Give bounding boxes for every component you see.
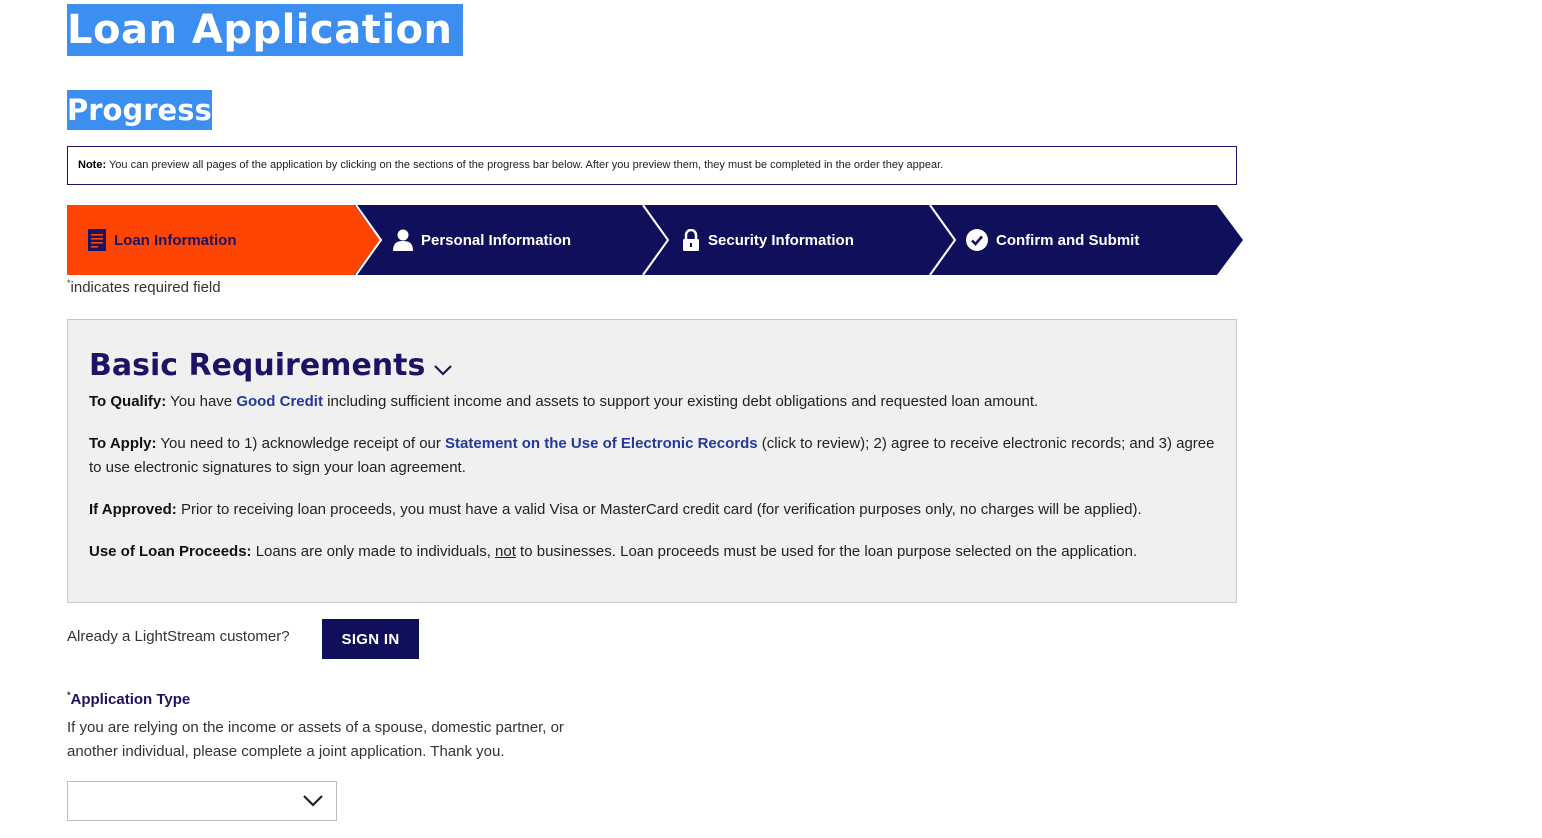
- chevron-down-icon: [433, 350, 453, 385]
- requirement-text: Prior to receiving loan proceeds, you must have a valid Visa or MasterCard credit card (for verification purposes only, no charges will be applied).: [176, 501, 1142, 518]
- required-note-text: indicates required field: [70, 279, 221, 296]
- required-field-note: [67, 278, 221, 296]
- requirement-label: To Qualify:: [89, 393, 167, 410]
- step-label: Personal Information: [421, 231, 572, 249]
- check-circle-icon: [966, 229, 988, 251]
- basic-requirements-toggle[interactable]: [89, 346, 453, 385]
- sign-in-button[interactable]: SIGN IN: [322, 619, 419, 659]
- step-confirm-and-submit[interactable]: [966, 205, 1139, 275]
- application-type-label: [67, 690, 190, 708]
- step-loan-information[interactable]: [88, 205, 237, 275]
- good-credit-link[interactable]: Good Credit: [236, 393, 323, 410]
- step-label: Confirm and Submit: [996, 231, 1140, 249]
- application-type-help: If you are relying on the income or assets of a spouse, domestic partner, or another individual, please complete a joint application. Thank you.: [67, 719, 564, 760]
- required-marker: *: [67, 278, 71, 288]
- person-icon: [393, 229, 413, 251]
- requirement-proceeds: [89, 540, 1219, 564]
- progress-bar: [67, 205, 1243, 275]
- basic-requirements-title: Basic Requirements: [89, 348, 426, 383]
- application-type-label-text: Application Type: [70, 691, 191, 708]
- lock-icon: [682, 229, 700, 251]
- note-text: You can preview all pages of the application by clicking on the sections of the progress bar below. After you preview them, they must be completed in the order they appear.: [106, 159, 944, 171]
- requirement-text: (click to review); 2) agree to receive electronic records; and 3) agree to use electronic signatures to sign your loan agreement.: [89, 435, 1215, 476]
- requirement-approved: [89, 498, 1219, 522]
- document-icon: [88, 229, 106, 251]
- page-title: Loan Application: [67, 4, 463, 56]
- requirement-text: including sufficient income and assets to support your existing debt obligations and requested loan amount.: [322, 393, 1039, 410]
- required-marker: *: [67, 690, 71, 700]
- requirement-text: Loans are only made to individuals,: [251, 543, 496, 560]
- application-type-select[interactable]: [67, 781, 337, 821]
- existing-customer-prompt: Already a LightStream customer?: [67, 628, 290, 645]
- underlined-not: not: [495, 543, 516, 560]
- electronic-records-link[interactable]: Statement on the Use of Electronic Records: [445, 435, 758, 452]
- note-label: Note:: [78, 159, 107, 171]
- chevron-down-icon: [302, 794, 324, 813]
- step-label: Loan Information: [114, 231, 237, 249]
- requirement-text: to businesses. Loan proceeds must be used for the loan purpose selected on the application.: [515, 543, 1138, 560]
- progress-heading: Progress: [67, 90, 212, 130]
- basic-requirements-panel: [67, 319, 1237, 603]
- requirement-qualify: [89, 390, 1219, 414]
- requirement-text: You need to 1) acknowledge receipt of our: [156, 435, 446, 452]
- requirement-label: If Approved:: [89, 501, 177, 518]
- step-security-information[interactable]: [682, 205, 854, 275]
- preview-note: [67, 146, 1237, 185]
- requirement-label: Use of Loan Proceeds:: [89, 543, 252, 560]
- step-personal-information[interactable]: [393, 205, 571, 275]
- requirement-text: You have: [166, 393, 237, 410]
- requirement-apply: [89, 432, 1219, 480]
- requirement-label: To Apply:: [89, 435, 157, 452]
- step-label: Security Information: [708, 231, 854, 249]
